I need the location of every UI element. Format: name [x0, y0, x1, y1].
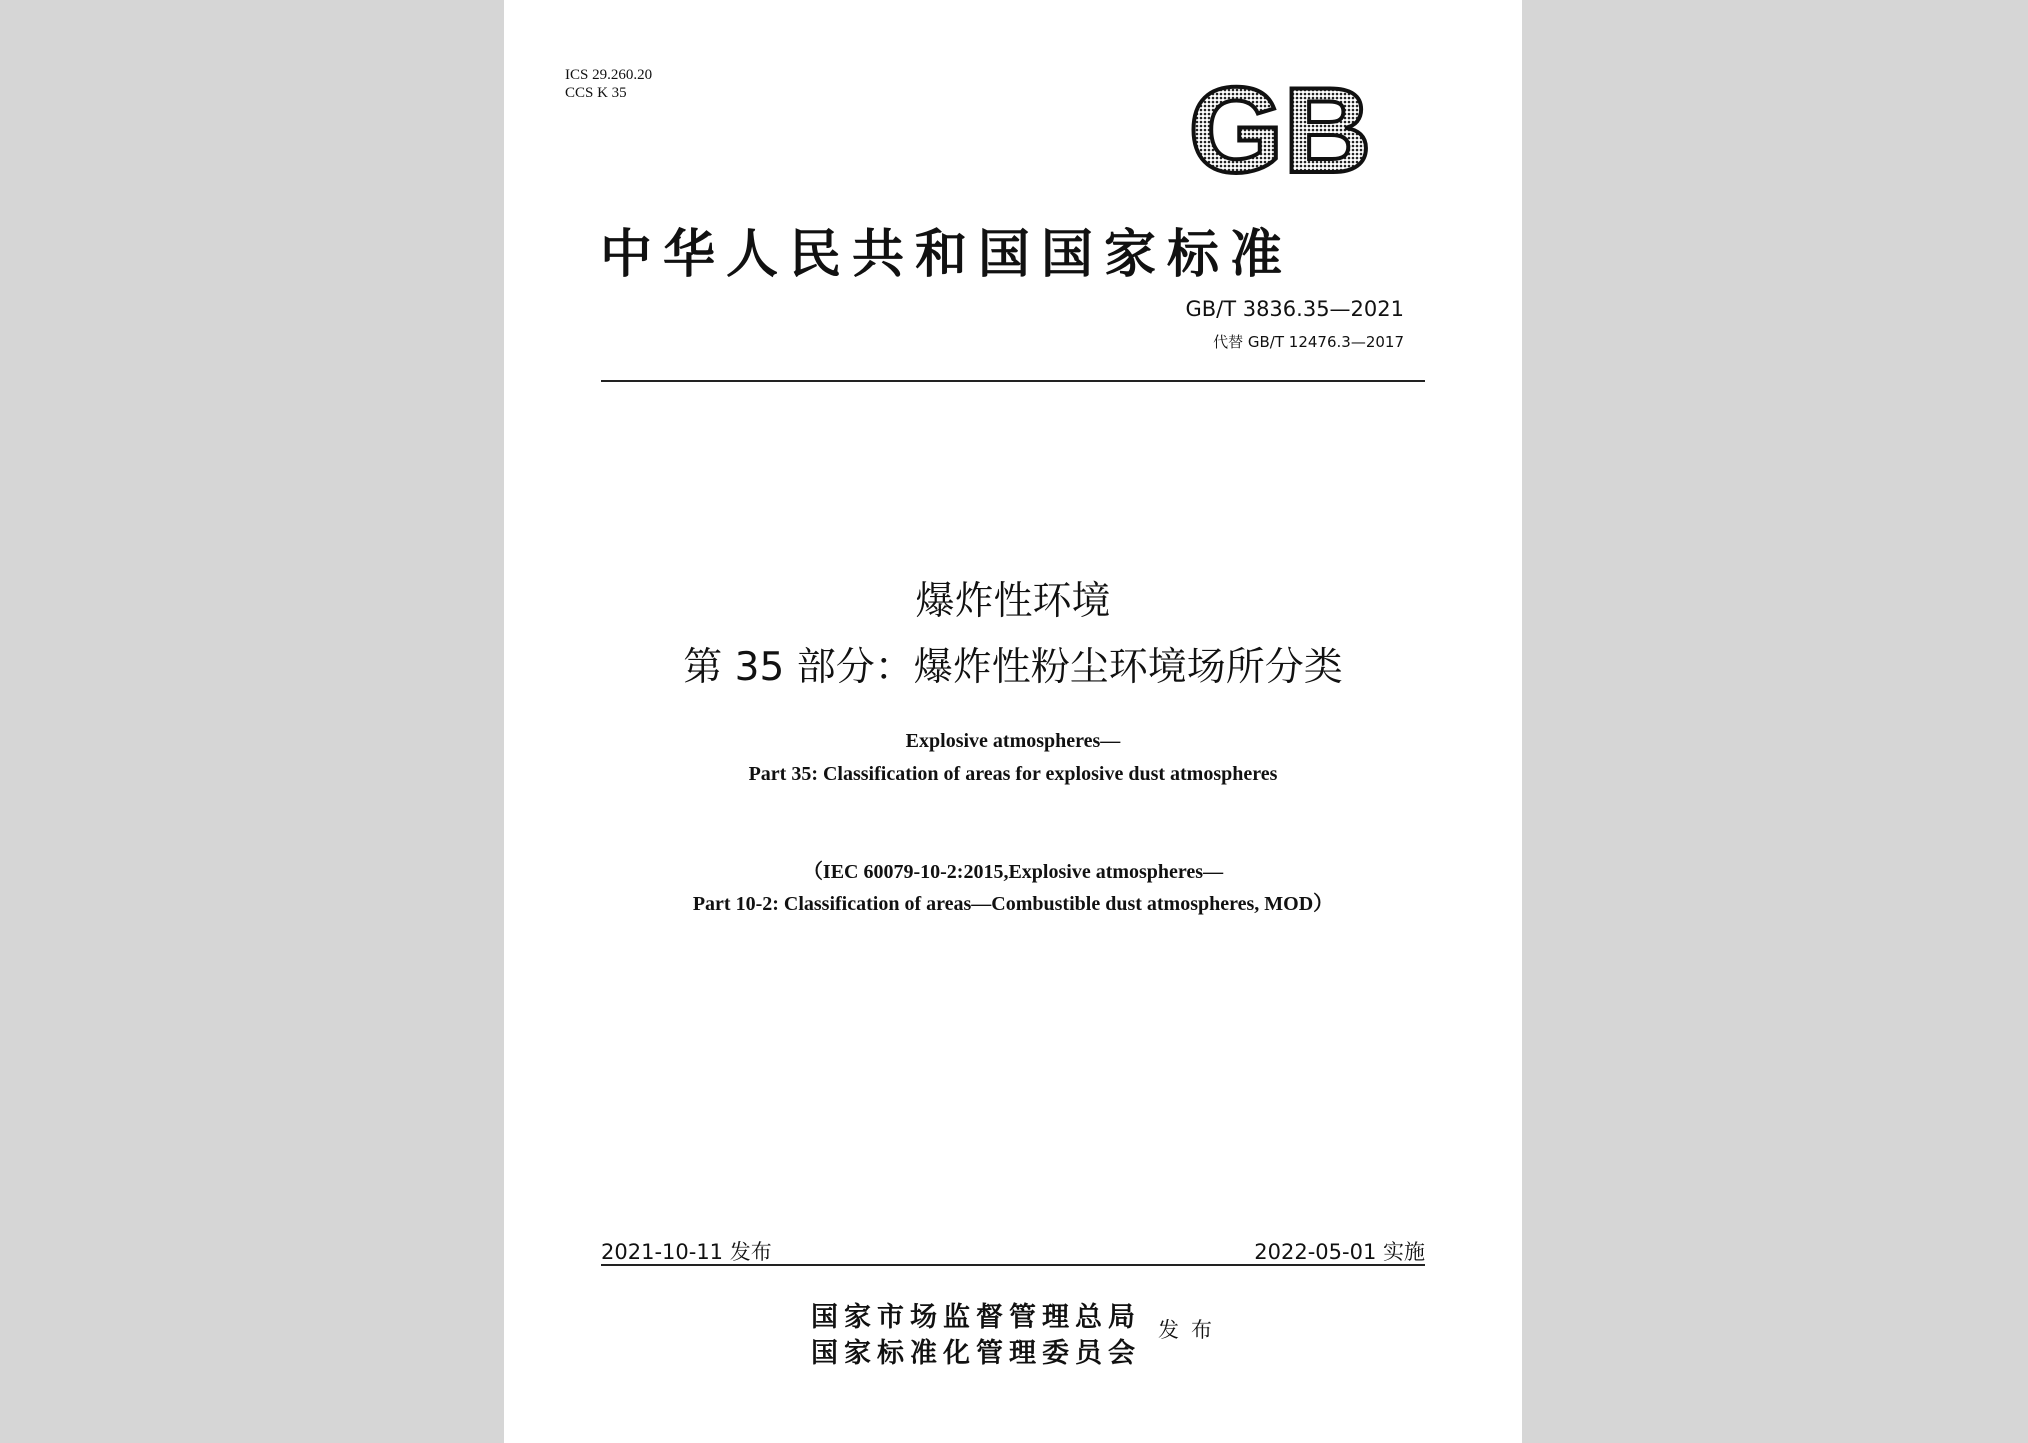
gb-logo-text: GB [1188, 84, 1372, 180]
english-title-line-2: Part 35: Classification of areas for explosive dust atmospheres [748, 763, 1278, 785]
classification-codes [565, 66, 652, 102]
publish-label: 发布 [1158, 1318, 1224, 1342]
iec-reference-line-1: （IEC 60079-10-2:2015,Explosive atmospheres— [802, 861, 1224, 883]
replaces-standard: 代替 GB/T 12476.3—2017 [1213, 333, 1404, 351]
chinese-title-line-2: 第 35 部分：爆炸性粉尘环境场所分类 [683, 645, 1343, 690]
bottom-divider [601, 1264, 1425, 1266]
standard-number: GB/T 3836.35—2021 [1185, 297, 1404, 321]
gb-logo [1171, 84, 1389, 180]
implementation-date: 2022-05-01 实施 [1254, 1240, 1425, 1264]
ics-code: ICS 29.260.20 [565, 67, 653, 83]
publisher-samr: 国家市场监督管理总局 [811, 1302, 1141, 1332]
iec-reference-line-2: Part 10-2: Classification of areas—Combustible dust atmospheres, MOD） [692, 893, 1334, 915]
top-divider [601, 380, 1425, 382]
chinese-title-line-1: 爆炸性环境 [915, 579, 1111, 624]
ccs-code: CCS K 35 [565, 85, 627, 101]
document-page [504, 0, 1522, 1443]
english-title-line-1: Explosive atmospheres— [905, 730, 1121, 752]
national-standard-title: 中华人民共和国国家标准 [600, 227, 1294, 284]
publisher-sac: 国家标准化管理委员会 [811, 1338, 1141, 1368]
issue-date: 2021-10-11 发布 [601, 1240, 772, 1264]
